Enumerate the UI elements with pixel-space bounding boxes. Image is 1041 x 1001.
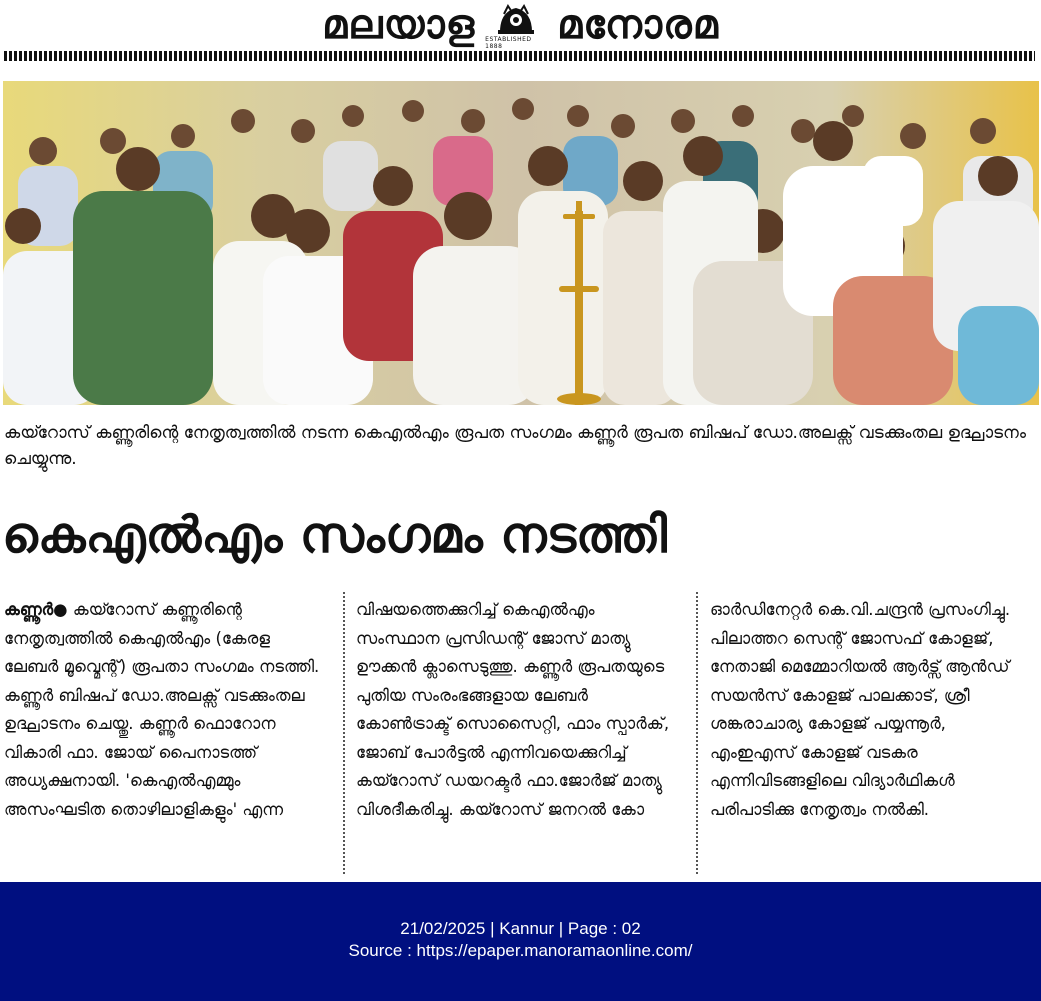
source-footer <box>0 882 1041 1001</box>
masthead-left-word: മലയാള <box>322 2 476 48</box>
footer-date-page: 21/02/2025 | Kannur | Page : 02 <box>400 919 641 938</box>
article-headline: കെഎൽഎം സംഗമം നടത്തി <box>2 506 668 564</box>
photo-caption: കയ്റോസ് കണ്ണൂരിന്റെ നേതൃത്വത്തിൽ നടന്ന കെഎൽഎം രൂപത സംഗമം കണ്ണൂർ രൂപത ബിഷപ് ഡോ.അലക്സ് വടക്കുംതല ഉദ്ഘാടനം ചെയ്യുന്നു. <box>4 423 1026 469</box>
crest-icon <box>485 2 547 48</box>
article-column-2-text: വിഷയത്തെക്കുറിച്ച് കെഎൽഎം സംസ്ഥാന പ്രസിഡന്റ് ജോസ് മാത്യു ഊക്കൻ ക്ലാസെടുത്തു. കണ്ണൂർ രൂപതയുടെ പുതിയ സംരംഭങ്ങളായ ലേബർ കോൺട്രാക്ട് സൊസൈറ്റി, ഫാം സ്പാർക്, ജോബ് പോർട്ടൽ എന്നിവയെക്കുറിച്ച് കയ്റോസ് ഡയറക്ടർ ഫാ.ജോർജ് മാത്യു വിശദീകരിച്ചു. കയ്റോസ് ജനറൽ കോ <box>356 600 670 819</box>
article-column-3 <box>710 596 1030 824</box>
article-column-3-text: ഓർഡിനേറ്റർ കെ.വി.ചന്ദ്രൻ പ്രസംഗിച്ചു. പിലാത്തറ സെന്റ് ജോസഫ് കോളജ്, നേതാജി മെമ്മോറിയൽ ആർട്സ് ആൻഡ് സയൻസ് കോളജ് പാലക്കാട്, ശ്രീ ശങ്കരാചാര്യ കോളജ് പയ്യന്നൂർ, എംഇഎസ് കോളജ് വടകര എന്നിവിടങ്ങളിലെ വിദ്യാർഥികൾ പരിപാടിക്കു നേതൃത്വം നൽകി. <box>710 600 1011 819</box>
news-photo-image <box>3 81 1039 405</box>
masthead <box>0 0 1041 50</box>
column-divider-1 <box>343 592 345 874</box>
article-dateline: കണ്ണൂർ● <box>4 600 68 619</box>
column-divider-2 <box>696 592 698 874</box>
article-column-1-text: കയ്റോസ് കണ്ണൂരിന്റെ നേതൃത്വത്തിൽ കെഎൽഎം (കേരള ലേബർ മൂവ്മെന്റ്) രൂപതാ സംഗമം നടത്തി. കണ്ണൂർ ബിഷപ് ഡോ.അലക്സ് വടക്കുംതല ഉദ്ഘാടനം ചെയ്തു. കണ്ണൂർ ഫൊറോന വികാരി ഫാ. ജോയ് പൈനാടത്ത് അധ്യക്ഷനായി. 'കെഎൽഎമ്മും അസംഘടിത തൊഴിലാളികളും' എന്ന <box>4 600 320 819</box>
article-column-1 <box>4 596 324 824</box>
masthead-rule <box>4 51 1035 61</box>
news-photo <box>3 81 1039 405</box>
masthead-established: ESTABLISHED 1888 <box>485 36 532 50</box>
masthead-right-word: മനോരമ <box>557 2 719 48</box>
article-column-2 <box>356 596 676 824</box>
footer-source-link[interactable]: Source : https://epaper.manoramaonline.com/ <box>348 941 693 960</box>
